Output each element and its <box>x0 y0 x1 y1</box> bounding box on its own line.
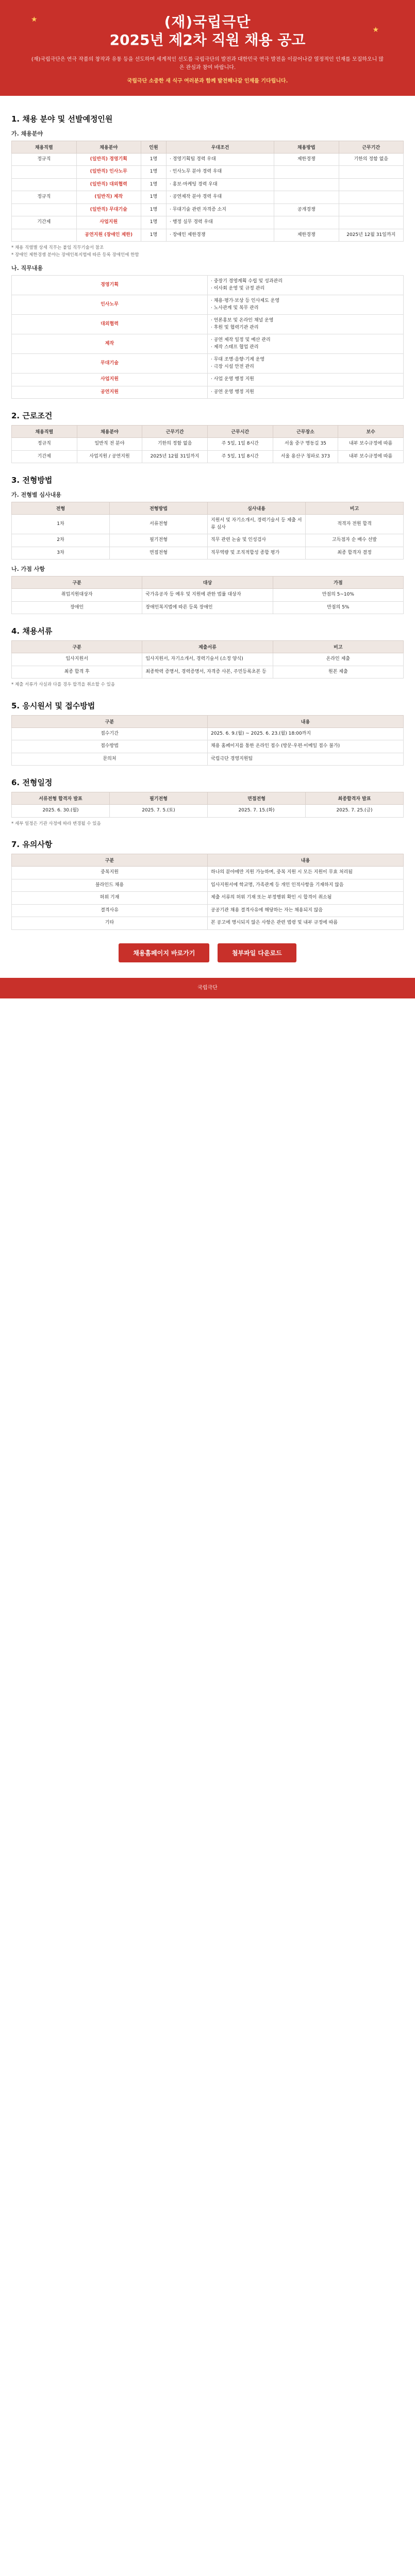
table-row <box>12 386 404 399</box>
table-cell <box>274 216 339 229</box>
table-cell <box>339 166 404 179</box>
table-row <box>12 374 404 386</box>
table-header-cell: 근무시간 <box>207 426 273 438</box>
table-row <box>12 515 404 534</box>
table-cell: · 채용·평가·보상 등 인사제도 운영 · 노사관계 및 복무 관리 <box>208 295 404 315</box>
table-header-cell: 구분 <box>12 577 142 589</box>
table-cell: 공공기관 채용 결격사유에 해당하는 자는 채용되지 않음 <box>208 904 404 917</box>
table-cell: 주 5일, 1일 8시간 <box>207 438 273 451</box>
table-cell: 최종 합격 후 <box>12 666 142 679</box>
table-notes: * 세부 일정은 기관 사정에 따라 변경될 수 있음 <box>11 821 101 826</box>
table-row <box>12 178 404 191</box>
table-cell: 만점의 5% <box>273 601 403 614</box>
table-row <box>12 534 404 547</box>
apply-site-button[interactable]: 채용홈페이지 바로가기 <box>119 943 209 962</box>
screening-table <box>11 502 404 560</box>
table-header-cell: 서류전형 합격자 발표 <box>12 792 110 805</box>
table-cell <box>12 166 77 179</box>
table-header-cell: 구분 <box>12 854 208 867</box>
table-cell: 면접전형 <box>110 547 208 560</box>
schedule-date: 2025. 7. 25.(금) <box>306 805 404 818</box>
th: 우대조건 <box>167 141 274 153</box>
table-row <box>12 229 404 242</box>
table-row <box>12 727 404 740</box>
application-table <box>11 715 404 766</box>
table-cell: · 무대 조명·음향·기계 운영 · 극장 시설 안전 관리 <box>208 354 404 374</box>
table-cell: 일반직 전 분야 <box>77 438 142 451</box>
table-cell: 기한의 정함 없음 <box>339 153 404 166</box>
table-cell: (일반직) 제작 <box>76 191 141 204</box>
table-cell: 장애인 <box>12 601 142 614</box>
table-cell: 직무 관련 논술 및 인성검사 <box>208 534 306 547</box>
table-cell: 입사지원서, 자기소개서, 경력기술서 (소정 양식) <box>142 653 273 666</box>
table-cell: 서울 용산구 청파로 373 <box>273 450 338 463</box>
section-title: 6. 전형일정 <box>11 778 53 788</box>
table-cell: 1명 <box>141 178 167 191</box>
th: 채용방법 <box>274 141 339 153</box>
hero-title-org: (재)국립극단 <box>164 13 251 30</box>
table-cell: 사업지원 / 공연지원 <box>77 450 142 463</box>
conditions-table <box>11 425 404 463</box>
table-cell: · 공연 제작 일정 및 예산 관리 · 제작 스태프 협업 관리 <box>208 334 404 354</box>
table-row <box>12 166 404 179</box>
table-cell: 문의처 <box>12 753 208 766</box>
table-cell: 정규직 <box>12 438 77 451</box>
table-header-cell: 구분 <box>12 641 142 653</box>
table-cell: (일반직) 경영기획 <box>76 153 141 166</box>
table-cell: · 공연제작 분야 경력 우대 <box>167 191 274 204</box>
table-row <box>12 315 404 334</box>
table-cell: 1명 <box>141 166 167 179</box>
table-cell: 3차 <box>12 547 110 560</box>
table-cell: 무대기술 <box>12 354 208 374</box>
table-cell: 결격사유 <box>12 904 208 917</box>
bonus-table <box>11 576 404 614</box>
table-cell: (일반직) 인사노무 <box>76 166 141 179</box>
table-notes: * 채용 직렬별 상세 직무는 붙임 직무기술서 참조 * 장애인 제한경쟁 분야는 장애인복지법에 따른 등록 장애인에 한함 <box>11 245 139 258</box>
table-cell: 1차 <box>12 515 110 534</box>
table-row <box>12 740 404 753</box>
table-cell: · 무대기술 관련 자격증 소지 <box>167 204 274 216</box>
table-row <box>12 666 404 679</box>
table-header-cell: 비고 <box>306 502 404 515</box>
footer: 국립극단 <box>0 978 415 998</box>
table-cell: 1명 <box>141 216 167 229</box>
table-cell: 기간제 <box>12 216 77 229</box>
table-row <box>12 589 404 602</box>
table-cell: 정규직 <box>12 153 77 166</box>
table-cell: 1명 <box>141 229 167 242</box>
schedule-date: 2025. 6. 30.(월) <box>12 805 110 818</box>
table-row <box>12 438 404 451</box>
documents-table <box>11 640 404 679</box>
table-header-cell: 심사내용 <box>208 502 306 515</box>
table-row <box>12 450 404 463</box>
table-cell: 제출 서류의 허위 기재 또는 부정행위 확인 시 합격이 취소됨 <box>208 892 404 905</box>
table-cell: 직무역량 및 조직적합성 종합 평가 <box>208 547 306 560</box>
cautions-table <box>11 854 404 930</box>
table-cell <box>339 216 404 229</box>
subsection-title: 나. 가점 사항 <box>11 566 45 573</box>
table-header-cell: 채용분야 <box>77 426 142 438</box>
table-notes: * 제출 서류가 사실과 다를 경우 합격을 취소할 수 있음 <box>11 682 115 688</box>
table-cell: · 공연 운영 행정 지원 <box>208 386 404 399</box>
table-cell <box>339 204 404 216</box>
table-cell: · 사업 운영 행정 지원 <box>208 374 404 386</box>
table-row <box>12 204 404 216</box>
table-header-cell: 가점 <box>273 577 403 589</box>
table-cell <box>339 191 404 204</box>
th: 인원 <box>141 141 167 153</box>
table-cell <box>12 229 77 242</box>
table-header-cell: 채용직렬 <box>12 426 77 438</box>
table-cell: 1명 <box>141 204 167 216</box>
table-cell: 기한의 정함 없음 <box>142 438 208 451</box>
table-cell <box>339 178 404 191</box>
table-cell: 본 공고에 명시되지 않은 사항은 관련 법령 및 내부 규정에 따름 <box>208 917 404 930</box>
section-title: 4. 채용서류 <box>11 626 53 636</box>
table-cell: 인사노무 <box>12 295 208 315</box>
table-cell <box>12 204 77 216</box>
table-cell: 입사지원서 <box>12 653 142 666</box>
table-cell: 1명 <box>141 191 167 204</box>
table-cell: 공연지원 <box>12 386 208 399</box>
table-cell: 지원서 및 자기소개서, 경력기술서 등 제출 서류 심사 <box>208 515 306 534</box>
table-cell: · 홍보·마케팅 경력 우대 <box>167 178 274 191</box>
table-header-cell: 근무기간 <box>142 426 208 438</box>
table-cell: · 중장기 경영계획 수립 및 성과관리 · 이사회 운영 및 규정 관리 <box>208 276 404 295</box>
table-cell: 대외협력 <box>12 315 208 334</box>
table-cell: 기타 <box>12 917 208 930</box>
table-cell: 필기전형 <box>110 534 208 547</box>
table-cell: 국립극단 경영지원팀 <box>208 753 404 766</box>
table-row <box>12 153 404 166</box>
table-cell: 만점의 5~10% <box>273 589 403 602</box>
table-cell: 취업지원대상자 <box>12 589 142 602</box>
table-cell: 경영기획 <box>12 276 208 295</box>
table-cell: 제작 <box>12 334 208 354</box>
table-header-cell: 내용 <box>208 854 404 867</box>
table-cell: (일반직) 무대기술 <box>76 204 141 216</box>
table-cell <box>274 166 339 179</box>
table-row <box>12 354 404 374</box>
table-cell <box>274 178 339 191</box>
table-cell: (일반직) 대외협력 <box>76 178 141 191</box>
star-icon: ★ <box>31 15 38 24</box>
table-cell: 온라인 제출 <box>273 653 403 666</box>
table-header-cell: 비고 <box>273 641 403 653</box>
attachment-download-button[interactable]: 첨부파일 다운로드 <box>218 943 296 962</box>
th: 채용분야 <box>76 141 141 153</box>
table-cell: 공연지원 (장애인 제한) <box>76 229 141 242</box>
table-row <box>12 867 404 879</box>
table-cell: 고득점자 순 배수 선발 <box>306 534 404 547</box>
table-cell: 원본 제출 <box>273 666 403 679</box>
table-header-cell: 면접전형 <box>208 792 306 805</box>
table-cell <box>12 178 77 191</box>
subsection-title: 가. 전형별 심사내용 <box>11 492 61 499</box>
table-cell: 접수기간 <box>12 727 208 740</box>
table-header-cell: 제출서류 <box>142 641 273 653</box>
table-header-cell: 보수 <box>338 426 404 438</box>
table-header-cell: 필기전형 <box>110 792 208 805</box>
schedule-date: 2025. 7. 15.(화) <box>208 805 306 818</box>
th: 채용직렬 <box>12 141 77 153</box>
table-cell: 사업지원 <box>76 216 141 229</box>
table-cell: 입사지원서에 학교명, 가족관계 등 개인 인적사항을 기재하지 않음 <box>208 879 404 892</box>
table-cell: 서울 중구 명동길 35 <box>273 438 338 451</box>
table-cell: 채용 홈페이지를 통한 온라인 접수 (방문·우편·이메일 접수 불가) <box>208 740 404 753</box>
section-title: 7. 유의사항 <box>11 840 53 850</box>
table-cell: 2025년 12월 31일까지 <box>142 450 208 463</box>
table-cell: 정규직 <box>12 191 77 204</box>
star-icon: ★ <box>372 26 379 34</box>
table-cell: 장애인복지법에 따른 등록 장애인 <box>142 601 273 614</box>
table-cell: · 행정 실무 경력 우대 <box>167 216 274 229</box>
table-cell: 국가유공자 등 예우 및 지원에 관한 법률 대상자 <box>142 589 273 602</box>
table-row <box>12 753 404 766</box>
hero-intro-highlight: 국립극단 소중한 새 식구 여러분과 함께 발전해나갈 인재를 기다립니다. <box>127 78 288 84</box>
table-cell: 최종 합격자 결정 <box>306 547 404 560</box>
table-cell: · 경영기획팀 경력 우대 <box>167 153 274 166</box>
table-row <box>12 917 404 930</box>
table-row <box>12 295 404 315</box>
table-cell: 블라인드 채용 <box>12 879 208 892</box>
table-cell <box>274 191 339 204</box>
table-row <box>12 216 404 229</box>
table-header-cell: 최종합격자 발표 <box>306 792 404 805</box>
section-title: 1. 채용 분야 및 선발예정인원 <box>11 114 113 124</box>
table-cell: 사업지원 <box>12 374 208 386</box>
table-header-cell: 근무장소 <box>273 426 338 438</box>
table-cell: 기간제 <box>12 450 77 463</box>
recruit-table <box>11 141 404 242</box>
table-cell: 공개경쟁 <box>274 204 339 216</box>
table-cell: 내부 보수규정에 따름 <box>338 450 404 463</box>
table-cell: 1명 <box>141 153 167 166</box>
table-header-cell: 대상 <box>142 577 273 589</box>
table-row <box>12 653 404 666</box>
schedule-table <box>11 792 404 818</box>
table-cell: 중복지원 <box>12 867 208 879</box>
hero-banner <box>0 0 415 96</box>
table-cell: 2차 <box>12 534 110 547</box>
table-row <box>12 334 404 354</box>
table-row <box>12 892 404 905</box>
table-cell: 내부 보수규정에 따름 <box>338 438 404 451</box>
table-row <box>12 276 404 295</box>
table-cell: 제한경쟁 <box>274 229 339 242</box>
table-row <box>12 191 404 204</box>
table-cell: · 언론홍보 및 온라인 채널 운영 · 후원 및 협력기관 관리 <box>208 315 404 334</box>
table-cell: · 인사노무 분야 경력 우대 <box>167 166 274 179</box>
table-cell: · 장애인 제한경쟁 <box>167 229 274 242</box>
section-title: 3. 전형방법 <box>11 476 53 485</box>
table-cell: 서류전형 <box>110 515 208 534</box>
table-header-cell: 구분 <box>12 715 208 727</box>
table-header-cell: 내용 <box>208 715 404 727</box>
table-row <box>12 879 404 892</box>
table-header-cell: 전형 <box>12 502 110 515</box>
table-row <box>12 904 404 917</box>
table-row <box>12 547 404 560</box>
table-cell: 하나의 분야에만 지원 가능하며, 중복 지원 시 모든 지원이 무효 처리됨 <box>208 867 404 879</box>
table-cell: 주 5일, 1일 8시간 <box>207 450 273 463</box>
schedule-date: 2025. 7. 5.(토) <box>110 805 208 818</box>
section-title: 2. 근로조건 <box>11 411 53 421</box>
table-cell: 접수방법 <box>12 740 208 753</box>
table-header-cell: 전형방법 <box>110 502 208 515</box>
table-cell: 허위 기재 <box>12 892 208 905</box>
section-title: 5. 응시원서 및 접수방법 <box>11 701 95 710</box>
table-cell: 최종학력 증명서, 경력증명서, 자격증 사본, 주민등록초본 등 <box>142 666 273 679</box>
th: 근무기간 <box>339 141 404 153</box>
table-cell: 적격자 전원 합격 <box>306 515 404 534</box>
table-row <box>12 601 404 614</box>
subsection-title: 나. 직무내용 <box>11 265 43 272</box>
hero-title: 2025년 제2차 직원 채용 공고 <box>109 31 306 48</box>
table-cell: 제한경쟁 <box>274 153 339 166</box>
table-cell: 2025년 12월 31일까지 <box>339 229 404 242</box>
table-cell: 2025. 6. 9.(월) ~ 2025. 6. 23.(월) 18:00까지 <box>208 727 404 740</box>
hero-intro: (재)국립극단은 연극 작품의 창작과 유통 등을 선도하며 세계적인 선도를 국립극단의 발전과 대한민국 연극 발전을 이끌어나갈 열정적인 인재를 모집하오니 많은 관심과 참여 바랍니다. <box>31 56 384 71</box>
duty-table <box>11 275 404 399</box>
subsection-title: 가. 채용분야 <box>11 130 43 137</box>
